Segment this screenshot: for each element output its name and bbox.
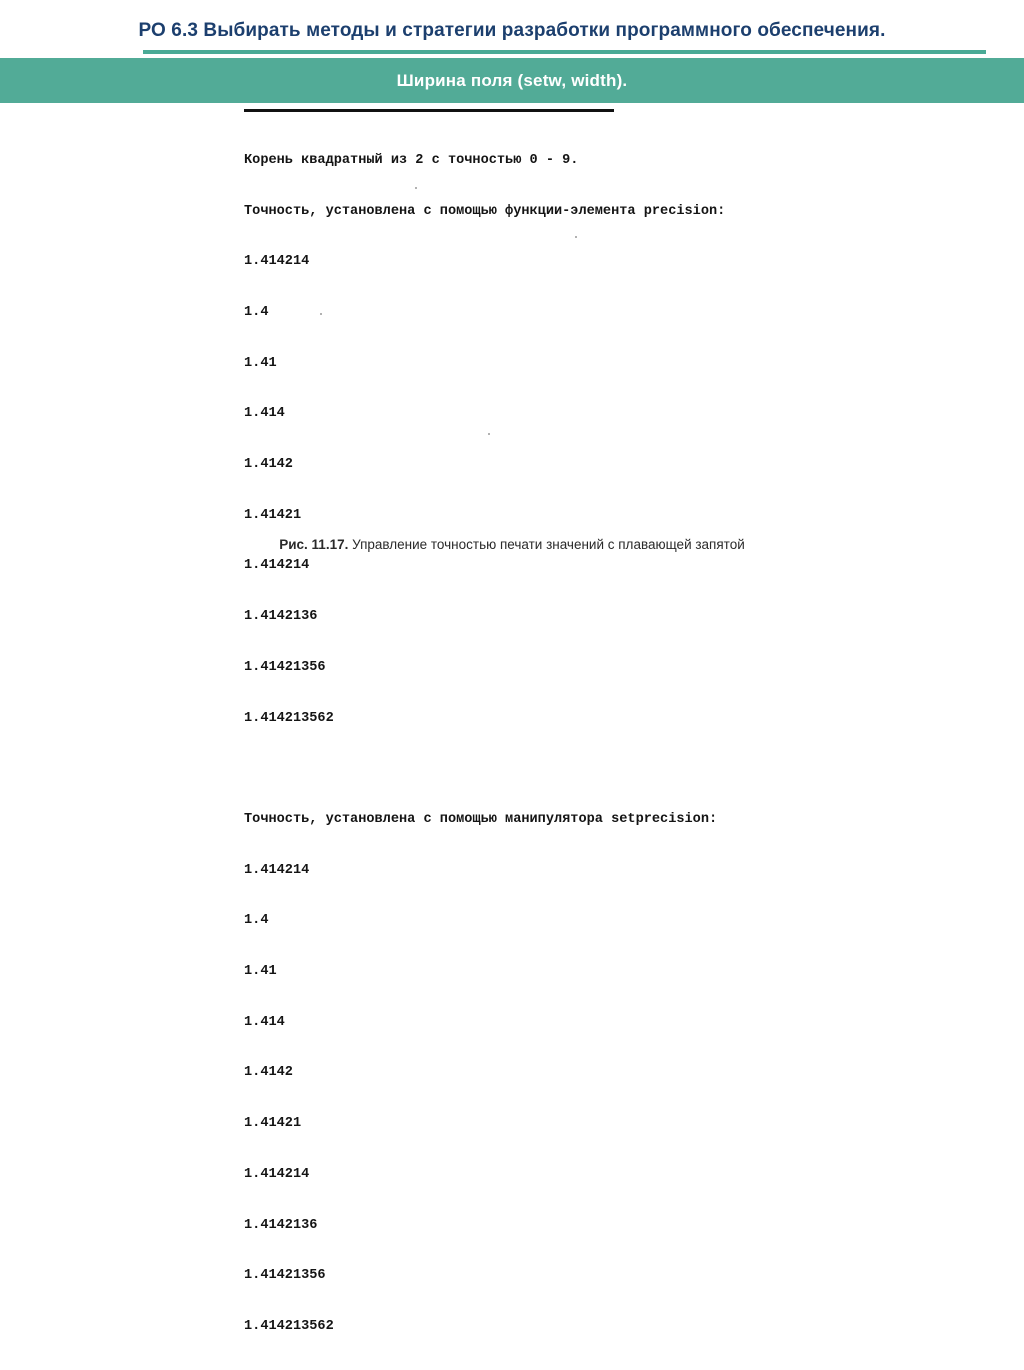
output-line: 1.41 (244, 964, 277, 980)
output-line: Точность, установлена с помощью манипулятора setprecision: (244, 811, 718, 827)
scan-speck (575, 236, 577, 238)
title-underline (143, 50, 986, 54)
output-line: 1.414 (244, 406, 285, 422)
scan-speck (415, 187, 417, 189)
output-line: 1.4142136 (244, 1217, 318, 1233)
output-line: 1.414214 (244, 1166, 310, 1182)
subtitle-band (0, 58, 1024, 103)
output-line: 1.4142 (244, 457, 293, 473)
subtitle-text: Ширина поля (setw, width). (396, 70, 628, 90)
output-line: 1.414213562 (244, 1318, 334, 1334)
output-line: 1.414214 (244, 558, 310, 574)
output-line: 1.4142136 (244, 609, 318, 625)
scan-speck (320, 313, 322, 315)
output-line: Точность, установлена с помощью функции-элемента precision: (244, 203, 726, 219)
program-output-listing (244, 119, 725, 1370)
output-line: 1.414 (244, 1014, 285, 1030)
output-line: 1.41 (244, 355, 277, 371)
slide-title: РО 6.3 Выбирать методы и стратегии разработки программного обеспечения. (138, 20, 886, 41)
output-line: 1.4 (244, 913, 269, 929)
output-line: 1.4 (244, 304, 269, 320)
output-line: 1.41421356 (244, 659, 326, 675)
output-line: Корень квадратный из 2 с точностью 0 - 9. (244, 152, 579, 168)
output-line: 1.4142 (244, 1065, 293, 1081)
output-line: 1.41421 (244, 507, 302, 523)
caption-label: Рис. 11.17. (279, 537, 349, 552)
output-line: 1.414214 (244, 254, 310, 270)
output-line-blank (244, 761, 725, 778)
output-line: 1.414213562 (244, 710, 334, 726)
scan-speck (488, 433, 490, 435)
output-line: 1.414214 (244, 862, 310, 878)
figure-caption (0, 537, 1024, 552)
output-line: 1.41421 (244, 1116, 302, 1132)
output-line: 1.41421356 (244, 1268, 326, 1284)
caption-text: Управление точностью печати значений с плавающей запятой (348, 537, 745, 552)
figure-top-rule (244, 109, 614, 112)
